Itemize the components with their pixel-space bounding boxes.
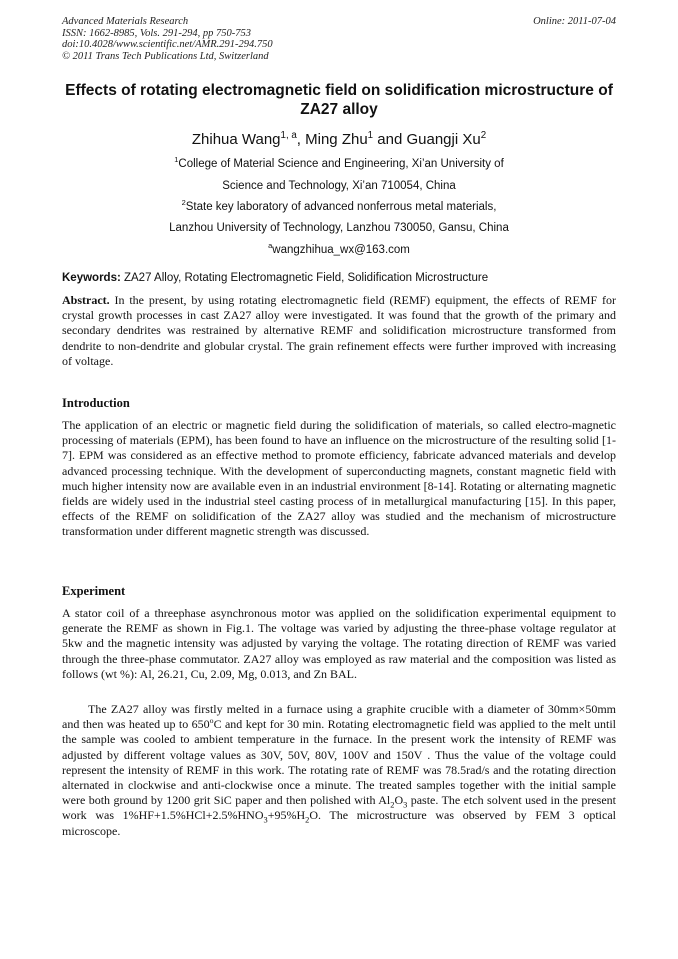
email-mark: a (268, 241, 273, 251)
keywords-text: ZA27 Alloy, Rotating Electromagnetic Field, Solidification Microstructure (120, 272, 489, 284)
affiliation-text: State key laboratory of advanced nonferrous metal materials, (185, 201, 497, 213)
author-email (62, 243, 616, 257)
subscript: 3 (263, 815, 268, 825)
affiliation-mark: 1 (174, 155, 179, 165)
keywords-label: Keywords: (62, 272, 121, 284)
author-name: Ming Zhu (305, 131, 368, 148)
author-affiliation-mark: 2 (480, 130, 487, 141)
paragraph-text: C and kept for 30 min. Rotating electromagnetic field was applied to the melt until the sample was cooled to ambient temperature in the furnace. In the present work the intensity of REMF was adjusted by different voltage values as 30V, 50V, 80V, 100V and 150V . Thus the value of the voltage could represent the intensity of REMF in this work. The rotating rate of REMF was 78.5rad/s and the rotating direction alternated in clockwise and anti-clockwise once a minute. The treated samples together with the initial sample were both ground by 1200 grit SiC paper and then polished with Al (62, 717, 617, 808)
introduction-text: The application of an electric or magnetic field during the solidification of materials, so called electro-magnetic processing of materials (EPM), has been found to have an influence on the microstructure of the resulting solid [1-7]. EPM was considered as an effective method to promote efficiency, fabricate advanced materials and develop advanced processing technique. With the development of superconducting magnets, constant magnetic field with much higher intensity now are available even in an industrial environment [8-14]. Rotating or alternating magnetic fields are widely used in the industrial steel casting process of in metallurgical manufacturing [15]. In this paper, effects of the REMF on solidification of the ZA27 alloy was studied and the mechanism of microstructure transformation under different magnetic strength was discussed. (62, 418, 616, 539)
experiment-paragraph-2 (62, 702, 616, 839)
experiment-paragraph-1: A stator coil of a threephase asynchronous motor was applied on the solidification experimental equipment to generate the REMF as shown in Fig.1. The voltage was varied by adjusting the three-phase voltage regulator at 5kw and the magnetic intensity was adjusted by varying the voltage. The rotating direction of REMF was varied through the three-phase commutator. ZA27 alloy was employed as raw material and the composition was listed as follows (wt %): Al, 26.21, Cu, 2.09, Mg, 0.013, and Zn BAL. (62, 606, 616, 681)
section-heading-experiment: Experiment (62, 584, 126, 598)
author-separator: , (296, 131, 306, 148)
email-address[interactable]: wangzhihua_wx@163.com (272, 244, 410, 256)
paragraph-text: O. The microstructure was observed by FEM 3 optical microscope. (62, 808, 616, 838)
paper-title: Effects of rotating electromagnetic field on solidification microstructure of ZA27 alloy (65, 82, 613, 118)
degree-mark: o (209, 716, 214, 726)
subscript: 3 (403, 800, 408, 810)
author-affiliation-mark: 1, a (280, 130, 297, 141)
keywords (62, 271, 616, 285)
subscript: 2 (305, 815, 310, 825)
journal-header (62, 16, 616, 62)
journal-issn: ISSN: 1662-8985, Vols. 291-294, pp 750-753 (62, 27, 251, 39)
affiliation-2-line-2: Lanzhou University of Technology, Lanzhou 730050, Gansu, China (169, 222, 509, 234)
journal-name: Advanced Materials Research (62, 16, 189, 27)
author-name: Zhihua Wang (191, 131, 281, 148)
author-separator: and (373, 131, 407, 148)
abstract-label: Abstract. (62, 293, 110, 307)
affiliation-text: College of Material Science and Engineering, Xi’an University of (178, 158, 504, 170)
author-affiliation-mark: 1 (367, 130, 374, 141)
subscript: 2 (390, 800, 395, 810)
abstract-text: In the present, by using rotating electromagnetic field (REMF) equipment, the effects of REMF for crystal growth processes in cast ZA27 alloy were investigated. It was found that the growth of the primary and secondary dendrites was restrained by alternative REMF and solidification microstructure transformed from dendrite to non-dendrite and globular crystal. The grain refinement effects were further improved with increasing of voltage. (62, 293, 616, 368)
affiliation-mark: 2 (181, 198, 186, 208)
paragraph-text: O (394, 793, 404, 808)
online-date: Online: 2011-07-04 (533, 16, 616, 27)
journal-doi: doi:10.4028/www.scientific.net/AMR.291-294.750 (62, 39, 273, 50)
paragraph-text: +95%H (267, 808, 306, 823)
affiliation-1-line-1 (62, 157, 616, 171)
affiliation-2-line-1 (62, 200, 616, 214)
abstract (62, 293, 616, 369)
affiliation-1-line-2: Science and Technology, Xi’an 710054, China (222, 180, 456, 192)
paragraph-text: The ZA27 alloy was firstly melted in a furnace using a graphite crucible with a diameter of 30mm×50mm and then was heated up to 650 (62, 702, 616, 732)
author-name: Guangji Xu (406, 131, 481, 148)
journal-copyright: © 2011 Trans Tech Publications Ltd, Switzerland (62, 50, 269, 62)
section-heading-introduction: Introduction (62, 396, 130, 410)
author-list (62, 131, 616, 149)
paragraph-text: paste. The etch solvent used in the present work was 1%HF+1.5%HCl+2.5%HNO (62, 793, 617, 823)
